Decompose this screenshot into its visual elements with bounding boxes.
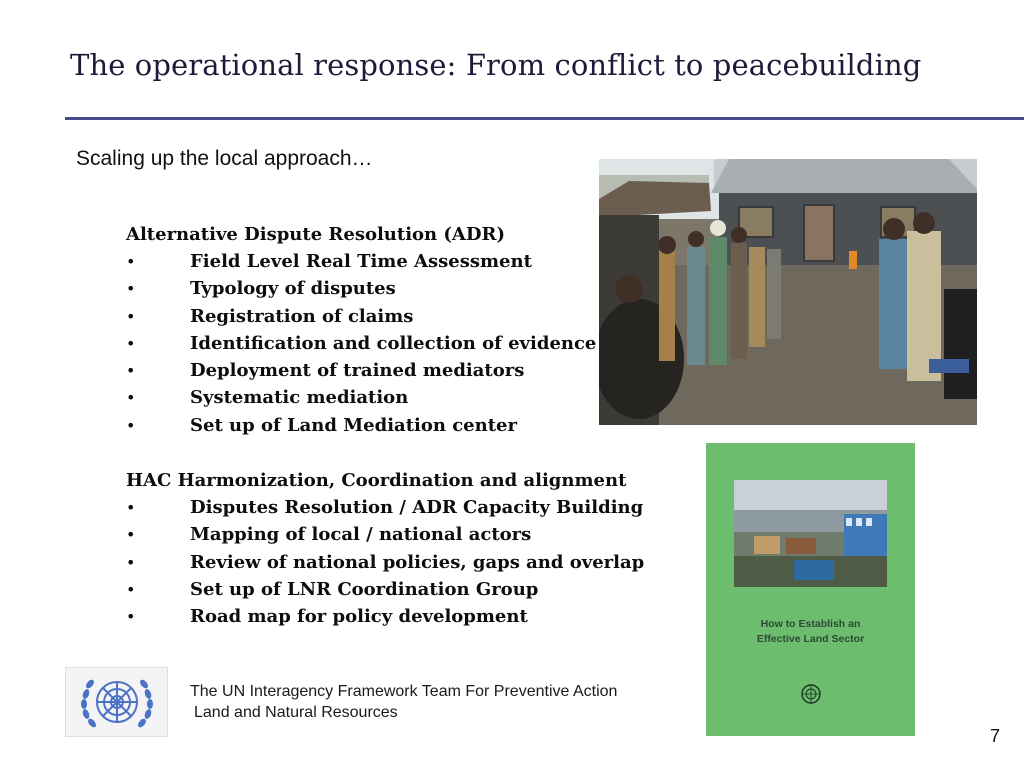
un-emblem-icon [800, 683, 822, 705]
list-item [126, 494, 644, 521]
list-item-text: Mapping of local / national actors [190, 524, 532, 546]
list-item [126, 549, 645, 576]
un-logo [65, 667, 168, 737]
section-heading: Alternative Dispute Resolution (ADR) [126, 224, 505, 245]
adr-section [126, 221, 597, 439]
title-divider [65, 117, 1024, 120]
field-photo [599, 159, 977, 425]
bullet-point: • [126, 333, 136, 353]
bullet-point: • [126, 388, 136, 408]
bullet-point: • [126, 252, 136, 271]
bullet-point: • [126, 361, 136, 381]
cover-title-line: Effective Land Sector [756, 633, 865, 645]
cover-title-line: How to Establish an [760, 618, 861, 630]
slide-title: The operational response: From conflict to peacebuilding [70, 48, 922, 82]
list-item-text: Field Level Real Time Assessment [190, 251, 532, 272]
list-item-text: Identification and collection of evidence [190, 332, 597, 354]
list-item-text: Review of national policies, gaps and overlap [190, 551, 645, 573]
list-item-text: Disputes Resolution / ADR Capacity Building [190, 497, 644, 518]
footer-line: Land and Natural Resources [194, 704, 398, 721]
un-emblem-icon [74, 670, 160, 734]
cover-title [716, 617, 905, 647]
list-item [126, 303, 505, 330]
hac-section [126, 467, 645, 630]
page-number: 7 [990, 726, 1001, 746]
list-item-text: Set up of LNR Coordination Group [190, 578, 539, 600]
bullet-point: • [126, 552, 136, 572]
bullet-point: • [126, 306, 136, 326]
list-item-text: Typology of disputes [190, 278, 396, 300]
list-item [126, 330, 597, 357]
list-item-text: Deployment of trained mediators [190, 360, 525, 382]
slide-subtitle: Scaling up the local approach… [76, 147, 373, 170]
list-item [126, 576, 626, 603]
section-heading: HAC Harmonization, Coordination and alignment [126, 470, 627, 491]
list-item [126, 603, 626, 630]
bullet-point: • [126, 607, 136, 627]
bullet-point: • [126, 498, 136, 517]
list-item-text: Set up of Land Mediation center [190, 414, 517, 436]
bullet-point: • [126, 525, 136, 545]
list-item [126, 357, 525, 384]
list-item-text: Registration of claims [190, 305, 414, 327]
book-cover [706, 443, 915, 736]
list-item [126, 275, 505, 302]
bullet-point: • [126, 279, 136, 299]
list-item [126, 521, 626, 548]
list-item-text: Systematic mediation [190, 387, 409, 409]
bullet-point: • [126, 415, 136, 435]
list-item-text: Road map for policy development [190, 606, 528, 628]
footer-text [190, 681, 617, 723]
list-item [126, 412, 517, 439]
bullet-point: • [126, 579, 136, 599]
footer-line: The UN Interagency Framework Team For Preventive Action [190, 683, 618, 700]
cover-photo [734, 480, 887, 587]
list-item [126, 248, 532, 275]
list-item [126, 384, 505, 411]
